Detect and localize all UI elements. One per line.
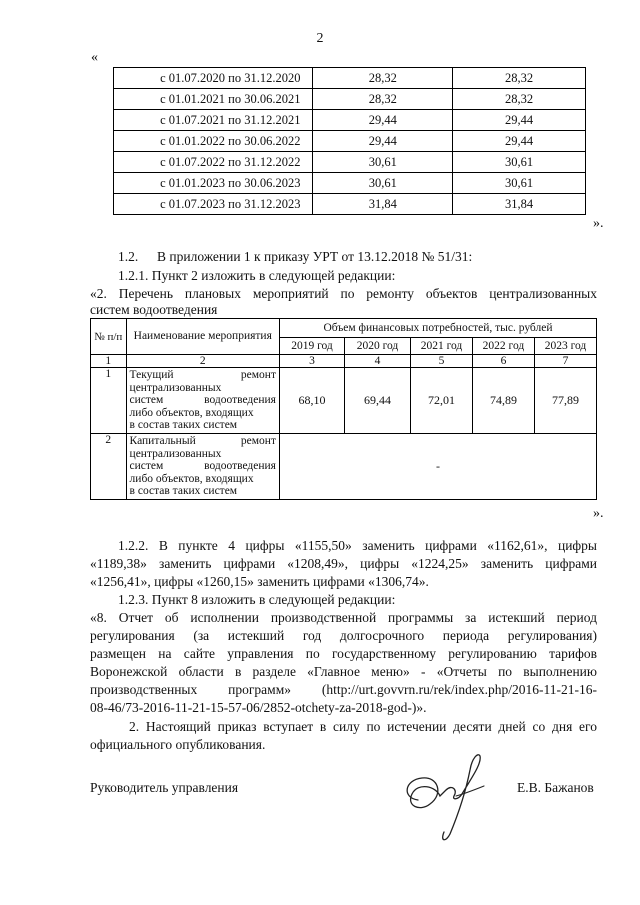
table-row (114, 173, 586, 194)
item-8-line3: размещен на сайте управления по государственному регулированию тарифов (90, 646, 597, 661)
activities-table (90, 318, 597, 500)
clause-1-2-1: 1.2.1. Пункт 2 изложить в следующей редакции: (118, 268, 396, 283)
quote-close: ». (593, 506, 604, 521)
value-2022: 74,89 (472, 368, 534, 434)
item-8-line1: «8. Отчет об исполнении производственной программы за истекший период (90, 610, 597, 625)
value-cell: 31,84 (453, 194, 586, 215)
table-row (114, 131, 586, 152)
value-cell: 28,32 (453, 89, 586, 110)
value-cell: 29,44 (313, 131, 453, 152)
column-index-row (91, 355, 597, 368)
activity-name-line: систем водоотведения (129, 460, 276, 472)
value-cell: 28,32 (313, 68, 453, 89)
value-cell: 29,44 (313, 110, 453, 131)
period-cell: с 01.01.2022 по 30.06.2022 (114, 131, 313, 152)
activity-name-line: либо объектов, входящих (129, 472, 254, 485)
header-year: 2020 год (344, 338, 410, 355)
clause-1-2-2-line2: «1189,38» заменить цифрами «1208,49», цифры «1224,25» заменить цифрами (90, 556, 597, 571)
row-number: 2 (91, 434, 127, 500)
clause-1-2-text: В приложении 1 к приказу УРТ от 13.12.2018 № 51/31: (157, 249, 473, 264)
activity-name-line: систем водоотведения (129, 394, 276, 406)
activity-name-line: Текущий ремонт (129, 369, 276, 381)
item-8-line5: производственных программ» (http://urt.govvrn.ru/rek/index.php/2016-11-21-16- (90, 682, 597, 697)
value-2019: 68,10 (279, 368, 344, 434)
activity-name-line: централизованных (129, 381, 222, 394)
header-activity-name: Наименование мероприятия (126, 319, 279, 355)
clause-1-2-2-line1: 1.2.2. В пункте 4 цифры «1155,50» заменить цифрами «1162,61», цифры (118, 538, 597, 553)
activity-name-line: Капитальный ремонт (129, 435, 276, 447)
signer-title: Руководитель управления (90, 780, 239, 795)
activity-name-line: в состав таких систем (129, 419, 238, 431)
item-8-line4: Воронежской области в разделе «Главное меню» - «Отчеты по выполнению (90, 664, 597, 679)
value-cell: 30,61 (313, 152, 453, 173)
item-8-line2: регулирования (за истекший год долгосрочного периода регулирования) (90, 628, 597, 643)
value-cell: 28,32 (453, 68, 586, 89)
column-index: 6 (472, 355, 534, 368)
period-cell: с 01.01.2021 по 30.06.2021 (114, 89, 313, 110)
activity-name-line: в состав таких систем (129, 485, 238, 497)
table-row (91, 368, 597, 434)
clause-1-2-2-line3: «1256,41», цифры «1260,15» заменить цифрами «1306,74». (90, 574, 429, 589)
activity-name-line: централизованных (129, 447, 222, 460)
column-index: 4 (344, 355, 410, 368)
header-year: 2023 год (534, 338, 596, 355)
value-cell: 30,61 (453, 152, 586, 173)
column-index: 2 (126, 355, 279, 368)
activity-name-line: либо объектов, входящих (129, 406, 254, 419)
signer-name: Е.В. Бажанов (517, 780, 594, 795)
item-2-title-line2: систем водоотведения (90, 302, 218, 317)
value-cell: 29,44 (453, 131, 586, 152)
table-row (114, 110, 586, 131)
value-cell: 30,61 (313, 173, 453, 194)
clause-1-2-3: 1.2.3. Пункт 8 изложить в следующей редакции: (118, 592, 396, 607)
value-2023: 77,89 (534, 368, 596, 434)
period-cell: с 01.07.2022 по 31.12.2022 (114, 152, 313, 173)
table-row (91, 434, 597, 500)
row-number: 1 (91, 368, 127, 434)
quote-open: « (91, 50, 98, 65)
header-year: 2019 год (279, 338, 344, 355)
clause-2-line2: официального опубликования. (90, 737, 266, 752)
column-index: 1 (91, 355, 127, 368)
period-cell: с 01.07.2021 по 31.12.2021 (114, 110, 313, 131)
value-2020: 69,44 (344, 368, 410, 434)
table-row (114, 152, 586, 173)
table-row (114, 89, 586, 110)
column-index: 7 (534, 355, 596, 368)
header-year: 2021 год (411, 338, 473, 355)
activity-name (126, 368, 279, 434)
header-year: 2022 год (472, 338, 534, 355)
clause-2-line1: 2. Настоящий приказ вступает в силу по истечении десяти дней со дня его (129, 719, 597, 734)
item-2-title-line1: «2. Перечень плановых мероприятий по ремонту объектов централизованных (90, 286, 597, 301)
column-index: 5 (411, 355, 473, 368)
quote-close: ». (593, 216, 604, 231)
tariff-table (113, 67, 586, 215)
merged-value: - (279, 434, 596, 500)
header-number: № п/п (91, 319, 127, 355)
period-cell: с 01.07.2020 по 31.12.2020 (114, 68, 313, 89)
value-2021: 72,01 (411, 368, 473, 434)
column-index: 3 (279, 355, 344, 368)
item-8-line6: 08-46/73-2016-11-21-15-57-06/2852-otchety-za-2018-god-)». (90, 700, 427, 715)
page-number: 2 (316, 31, 324, 46)
table-row (114, 194, 586, 215)
header-financial-volume: Объем финансовых потребностей, тыс. рублей (279, 319, 596, 338)
period-cell: с 01.01.2023 по 30.06.2023 (114, 173, 313, 194)
value-cell: 29,44 (453, 110, 586, 131)
value-cell: 30,61 (453, 173, 586, 194)
value-cell: 31,84 (313, 194, 453, 215)
table-row (114, 68, 586, 89)
clause-1-2-number: 1.2. (118, 249, 139, 264)
handwritten-signature (400, 750, 510, 850)
period-cell: с 01.07.2023 по 31.12.2023 (114, 194, 313, 215)
value-cell: 28,32 (313, 89, 453, 110)
activity-name (126, 434, 279, 500)
